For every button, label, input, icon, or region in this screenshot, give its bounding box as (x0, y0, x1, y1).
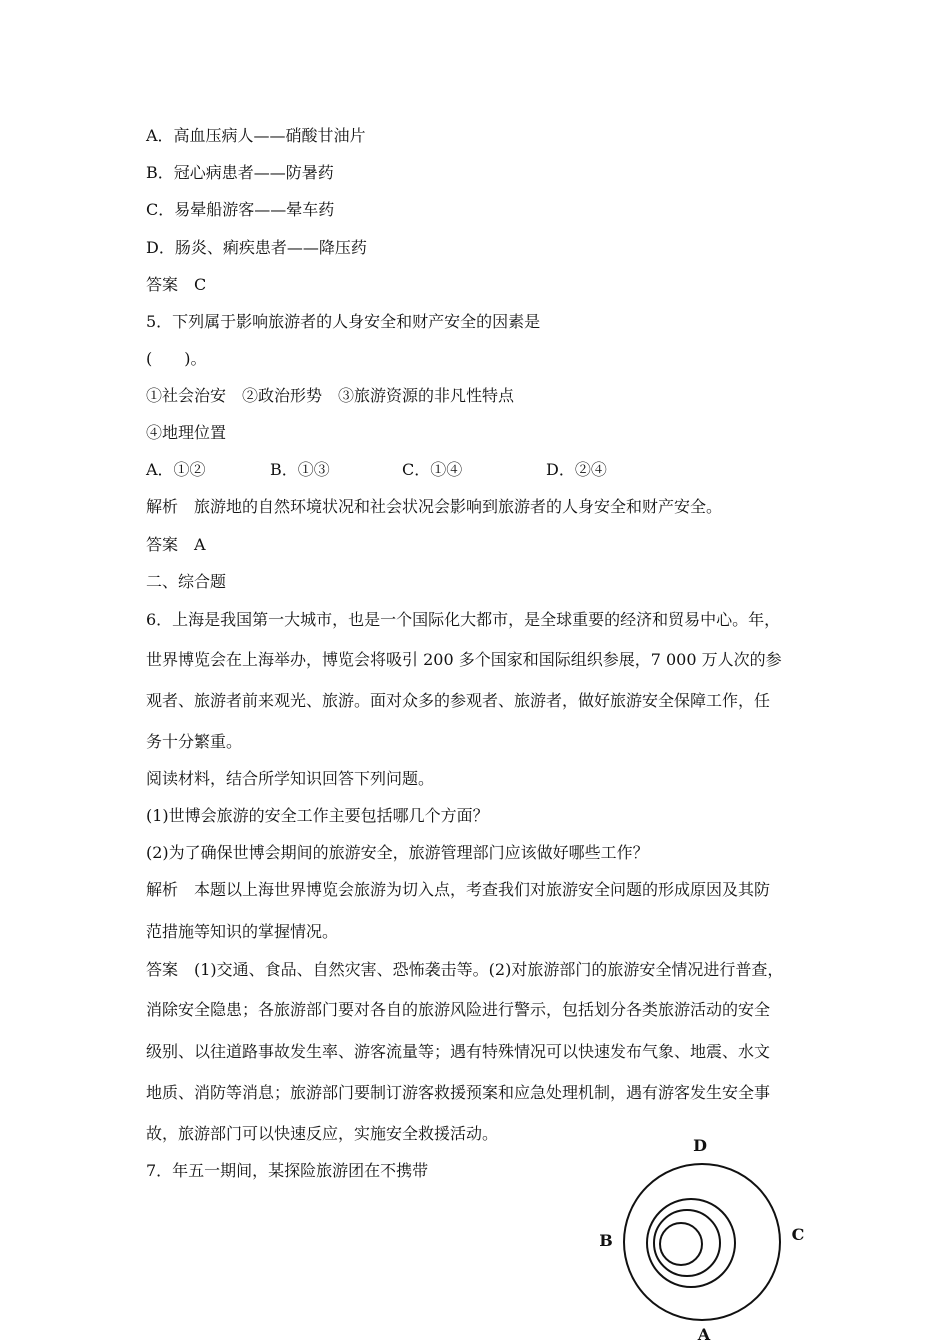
q6-sub-question-2: (2)为了确保世博会期间的旅游安全，旅游管理部门应该做好哪些工作？ (146, 843, 649, 862)
q6-answer-line: 级别、以往道路事故发生率、游客流量等；遇有特殊情况可以快速发布气象、地震、水文 (146, 1042, 771, 1061)
q5-paren: ( )。 (146, 349, 207, 368)
q6-text-line: 世界博览会在上海举办，博览会将吸引 200 多个国家和国际组织参展，7 000 万人次的参 (146, 650, 782, 669)
q4-option-c: C．易晕船游客——晕车药 (146, 200, 335, 219)
q4-option-d: D．肠炎、痢疾患者——降压药 (146, 238, 367, 257)
innermost-circle (660, 1223, 702, 1265)
q5-analysis: 解析 旅游地的自然环境状况和社会状况会影响到旅游者的人身安全和财产安全。 (146, 497, 723, 516)
q6-prompt: 阅读材料，结合所学知识回答下列问题。 (146, 769, 435, 788)
q6-text-line: 观者、旅游者前来观光、旅游。面对众多的参观者、旅游者，做好旅游安全保障工作，任 (146, 691, 771, 710)
q4-answer: 答案 C (146, 275, 207, 294)
q4-option-b: B．冠心病患者——防暑药 (146, 163, 334, 182)
q6-analysis-line: 范措施等知识的掌握情况。 (146, 922, 339, 941)
label-top: D (693, 1136, 707, 1155)
concentric-circle-diagram (590, 1130, 820, 1344)
q5-stem: 5．下列属于影响旅游者的人身安全和财产安全的因素是 (146, 312, 541, 331)
q5-choice-a: A．①② (146, 460, 206, 479)
q5-items-line2: ④地理位置 (146, 423, 227, 442)
q6-sub-question-1: (1)世博会旅游的安全工作主要包括哪几个方面？ (146, 806, 489, 825)
label-left: B (599, 1231, 613, 1250)
inner-circle (654, 1210, 720, 1276)
q5-choice-d: D．②④ (546, 460, 607, 479)
label-bottom: A (697, 1325, 711, 1344)
q6-analysis-line: 解析 本题以上海世界博览会旅游为切入点，考查我们对旅游安全问题的形成原因及其防 (146, 880, 771, 899)
q5-choice-b: B．①③ (270, 460, 330, 479)
q7-stem: 7．年五一期间，某探险旅游团在不携带 (146, 1161, 429, 1180)
label-right: C (791, 1225, 805, 1244)
q5-items-line1: ①社会治安 ②政治形势 ③旅游资源的非凡性特点 (146, 386, 515, 405)
q6-answer-line: 答案 (1)交通、食品、自然灾害、恐怖袭击等。(2)对旅游部门的旅游安全情况进行普查， (146, 960, 784, 979)
q6-answer-line: 消除安全隐患；各旅游部门要对各自的旅游风险进行警示，包括划分各类旅游活动的安全 (146, 1000, 771, 1019)
section-title: 二、综合题 (146, 572, 227, 591)
q6-text-line: 6．上海是我国第一大城市，也是一个国际化大都市，是全球重要的经济和贸易中心。年， (146, 610, 781, 629)
q5-answer: 答案 A (146, 535, 206, 554)
q6-answer-line: 故，旅游部门可以快速反应，实施安全救援活动。 (146, 1124, 499, 1143)
q5-choice-c: C．①④ (402, 460, 463, 479)
q4-option-a: A．高血压病人——硝酸甘油片 (146, 126, 366, 145)
q6-text-line: 务十分繁重。 (146, 732, 243, 751)
q6-answer-line: 地质、消防等消息；旅游部门要制订游客救援预案和应急处理机制，遇有游客发生安全事 (146, 1083, 771, 1102)
